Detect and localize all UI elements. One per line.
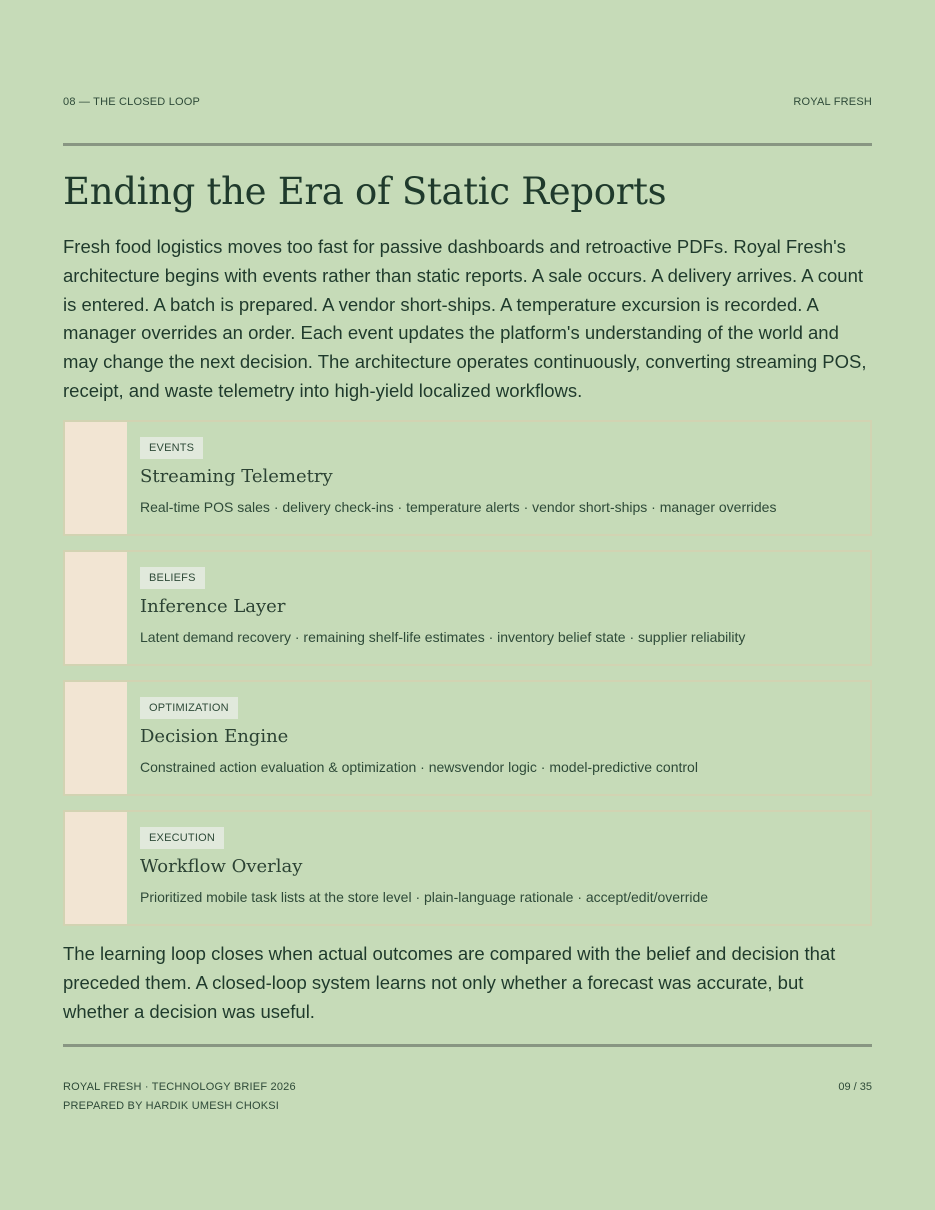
brand-label: ROYAL FRESH [793,96,872,108]
layer-card-events [63,420,872,536]
intro-paragraph: Fresh food logistics moves too fast for passive dashboards and retroactive PDFs. Royal Fresh's architecture begins with events rather than static reports. A sale occurs. A delivery arrives. A count is entered. A batch is prepared. A vendor short-ships. A temperature excursion is recorded. A manager overrides an order. Each event updates the platform's understanding of the world and may change the next decision. The architecture operates continuously, converting streaming POS, receipt, and waste telemetry into high-yield localized workflows. [63,236,867,401]
layer-badge: BELIEFS [140,567,205,589]
layer-description: Prioritized mobile task lists at the store level · plain-language rationale · accept/edit/override [140,889,709,905]
layer-description: Real-time POS sales · delivery check-ins · temperature alerts · vendor short-ships · manager overrides [140,499,777,515]
layer-card-optimization [63,680,872,796]
layer-badge: EXECUTION [140,827,224,849]
page-title: Ending the Era of Static Reports [63,170,667,213]
running-header [63,96,872,108]
layer-description: Constrained action evaluation & optimization · newsvendor logic · model-predictive control [140,759,698,775]
layer-swatch [65,812,127,924]
layer-card-execution [63,810,872,926]
layer-badge: OPTIMIZATION [140,697,238,719]
layer-title: Streaming Telemetry [140,466,333,487]
layer-card-beliefs [63,550,872,666]
layer-swatch [65,552,127,664]
layer-title: Workflow Overlay [140,856,303,877]
footer-publication: ROYAL FRESH · TECHNOLOGY BRIEF 2026 [63,1081,296,1093]
layer-title: Decision Engine [140,726,289,747]
layer-title: Inference Layer [140,596,286,617]
layer-description: Latent demand recovery · remaining shelf-life estimates · inventory belief state · supplier reliability [140,629,746,645]
header-divider [63,143,872,146]
layer-swatch [65,422,127,534]
closing-paragraph: The learning loop closes when actual outcomes are compared with the belief and decision that preceded them. A closed-loop system learns not only whether a forecast was accurate, but whether a decision was useful. [63,943,836,1022]
layer-swatch [65,682,127,794]
section-label: 08 — THE CLOSED LOOP [63,96,201,108]
page-number: 09 / 35 [838,1081,872,1093]
footer-divider [63,1044,872,1047]
layer-badge: EVENTS [140,437,203,459]
footer-credits [63,1078,296,1116]
footer-author: PREPARED BY HARDIK UMESH CHOKSI [63,1100,280,1112]
